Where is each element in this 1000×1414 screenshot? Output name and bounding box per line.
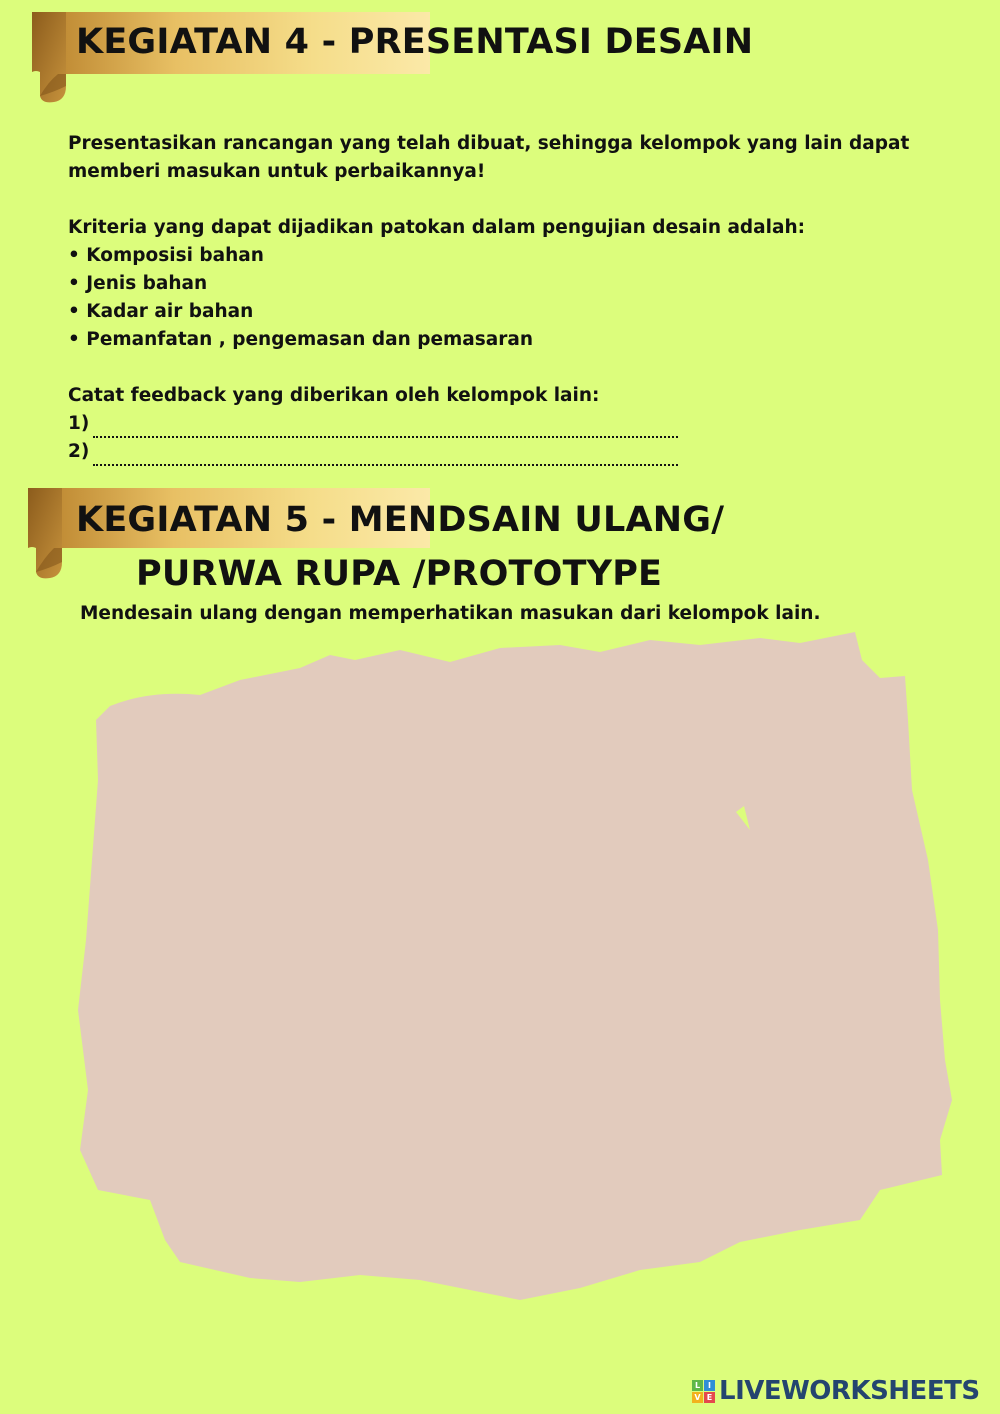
feedback-label-2: 2) bbox=[68, 441, 90, 462]
activity4-title: KEGIATAN 4 - PRESENTASI DESAIN bbox=[76, 22, 754, 62]
logo-text: LIVEWORKSHEETS bbox=[719, 1376, 980, 1406]
activity5-title-line-1: KEGIATAN 5 - MENDSAIN ULANG/ bbox=[76, 500, 725, 540]
intro-line-1: Presentasikan rancangan yang telah dibuat, sehingga kelompok yang lain dapat bbox=[68, 133, 910, 154]
feedback-input-1[interactable] bbox=[93, 416, 678, 438]
criteria-heading: Kriteria yang dapat dijadikan patokan dalam pengujian desain adalah: bbox=[68, 217, 806, 238]
liveworksheets-logo bbox=[692, 1376, 980, 1406]
feedback-label-1: 1) bbox=[68, 413, 90, 434]
logo-mark-icon: L I V E bbox=[692, 1380, 715, 1403]
criteria-item: • Komposisi bahan bbox=[68, 245, 264, 266]
intro-line-2: memberi masukan untuk perbaikannya! bbox=[68, 161, 486, 182]
criteria-item: • Jenis bahan bbox=[68, 273, 208, 294]
activity4-body bbox=[68, 130, 909, 466]
feedback-row-2 bbox=[68, 438, 909, 466]
feedback-heading: Catat feedback yang diberikan oleh kelompok lain: bbox=[68, 385, 600, 406]
criteria-item: • Pemanfatan , pengemasan dan pemasaran bbox=[68, 329, 534, 350]
feedback-row-1 bbox=[68, 410, 909, 438]
criteria-item: • Kadar air bahan bbox=[68, 301, 254, 322]
feedback-input-2[interactable] bbox=[93, 444, 678, 466]
activity5-instruction: Mendesain ulang dengan memperhatikan masukan dari kelompok lain. bbox=[80, 603, 821, 624]
activity5-title-line-2: PURWA RUPA /PROTOTYPE bbox=[136, 554, 663, 594]
